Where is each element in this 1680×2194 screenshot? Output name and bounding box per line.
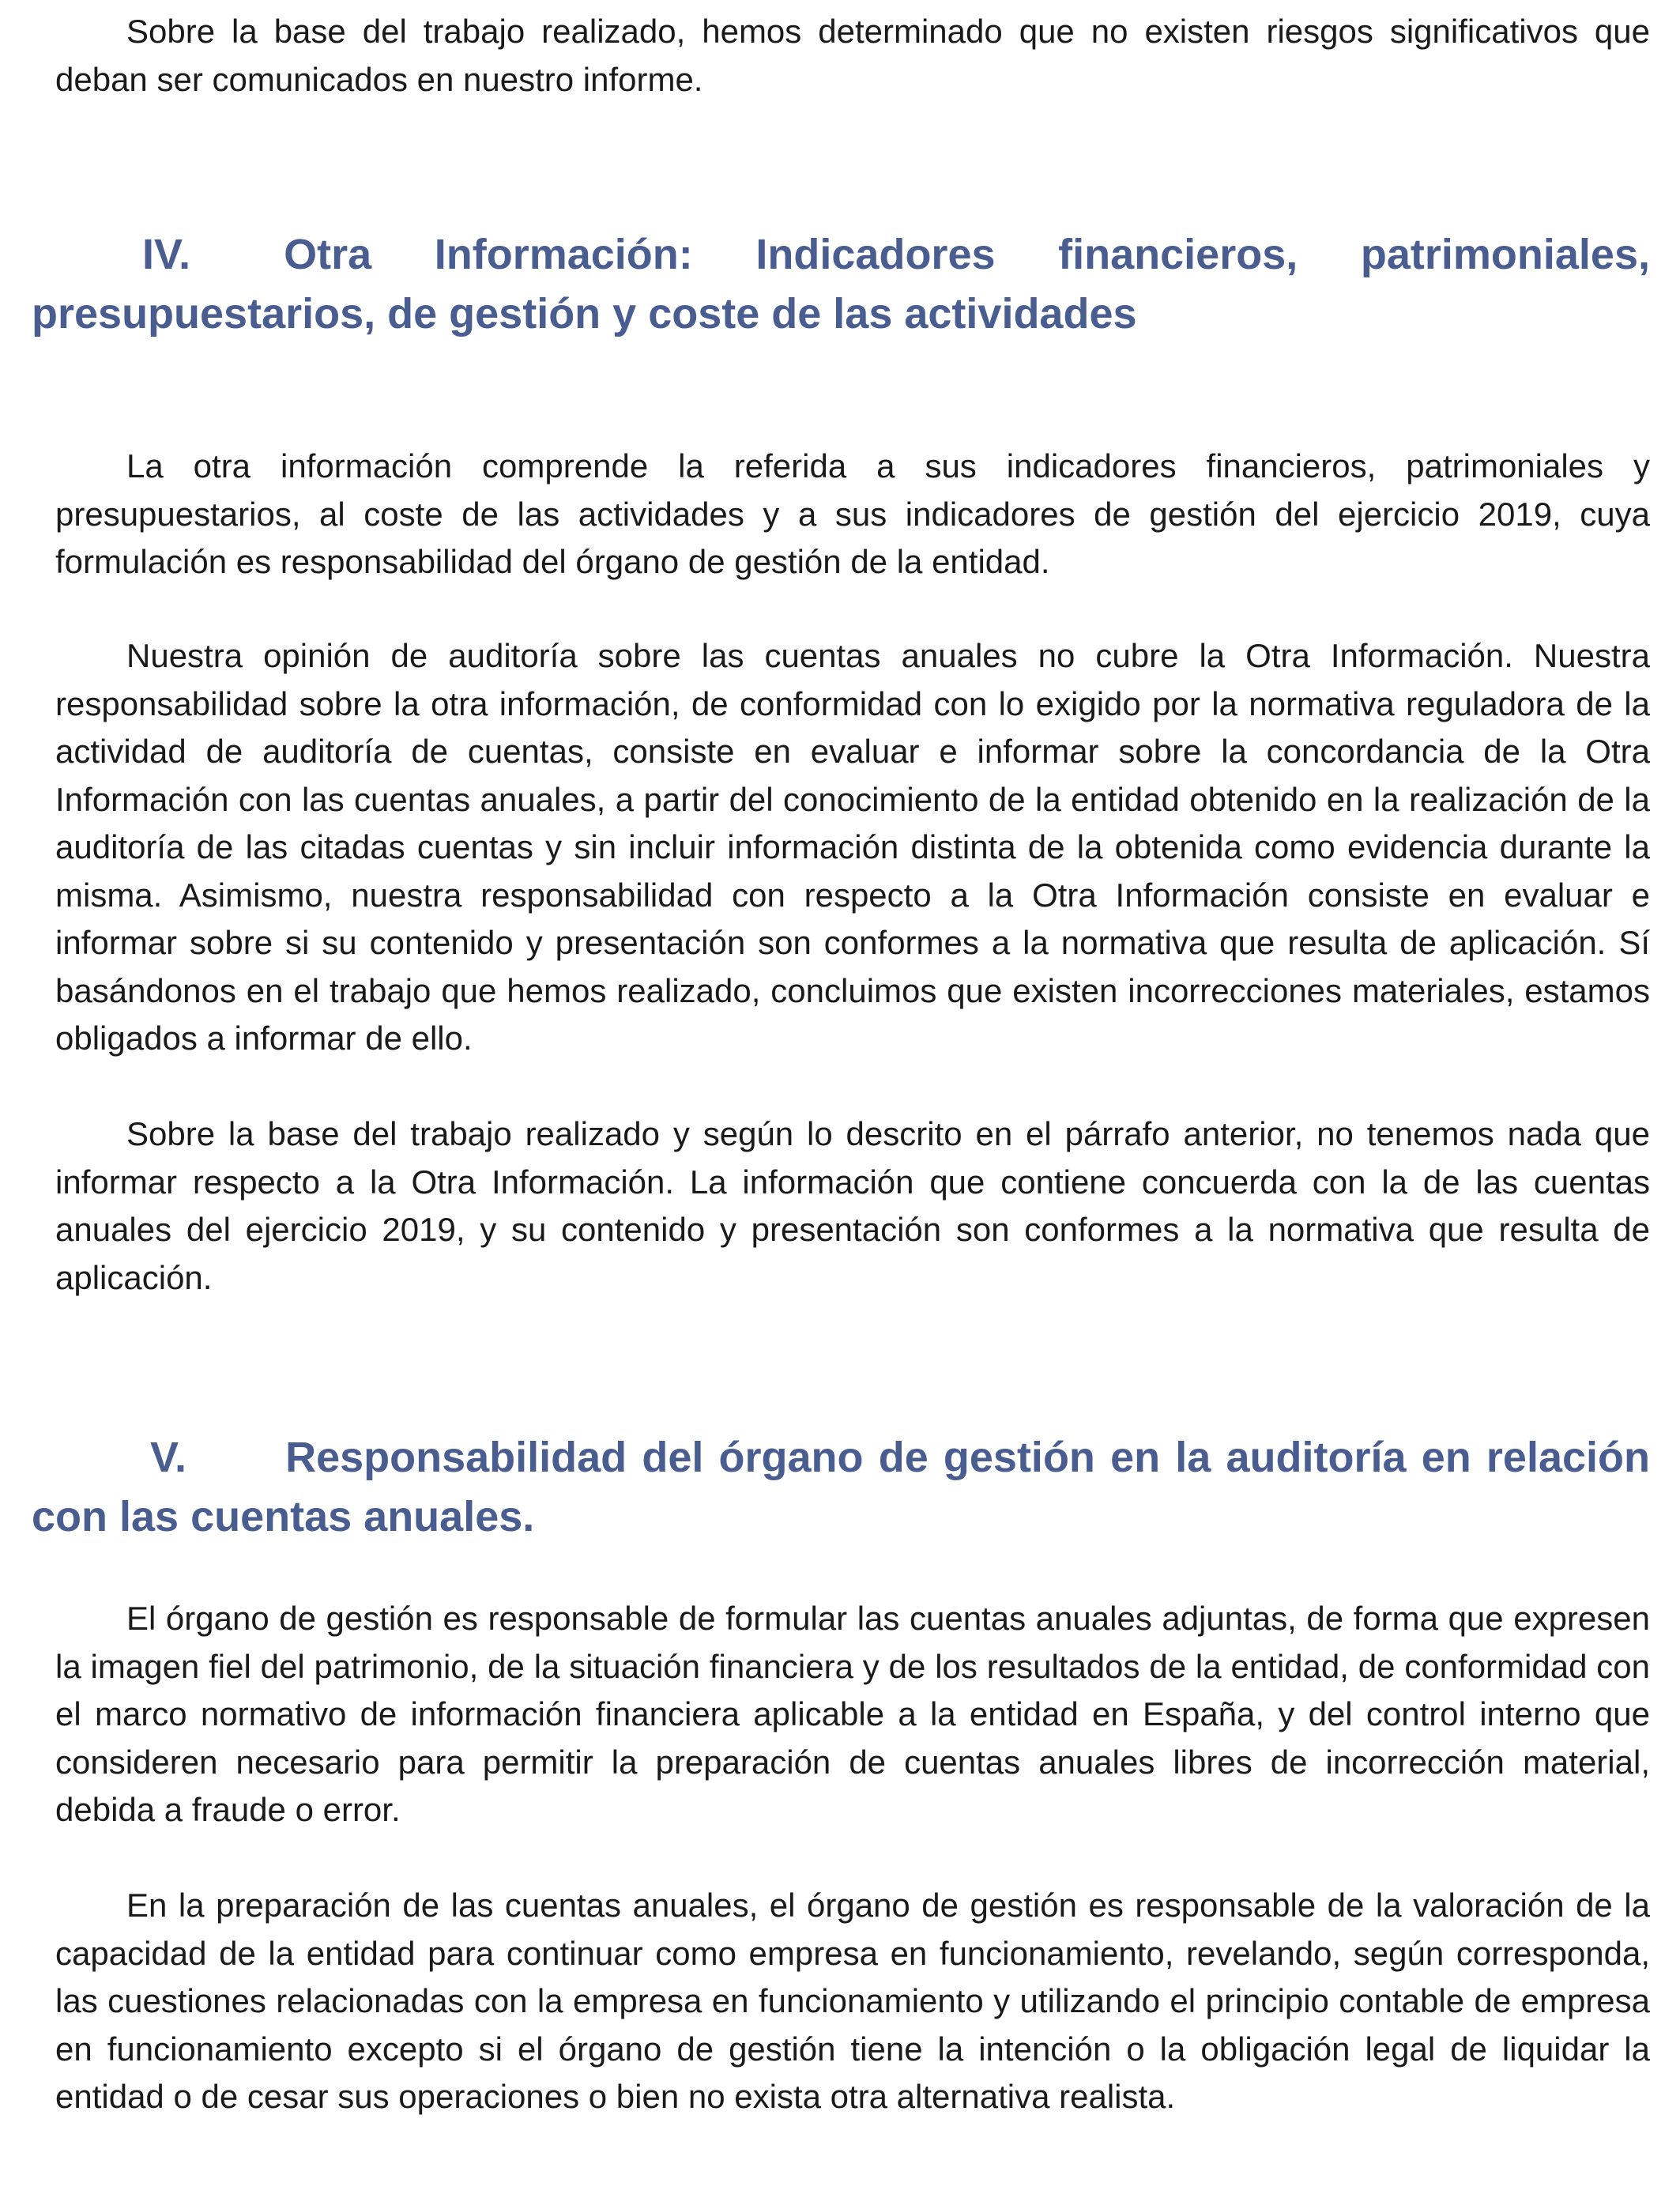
section-v-paragraph-2: En la preparación de las cuentas anuales, el órgano de gestión es responsable de la valoración de la capacidad de la entidad para continuar como empresa en funcionamiento, revelando, según corresponda, las cuestiones relacionadas con la empresa en funcionamiento y utilizando el principio contable de empresa en funcionamiento excepto si el órgano de gestión tiene la intención o la obligación legal de liquidar la entidad o de cesar sus operaciones o bien no exista otra alternativa realista. xyxy=(55,1887,1650,2115)
section-iv-number: IV. xyxy=(142,231,191,278)
section-iv-title: Otra Información: Indicadores financieros, patrimoniales, presupuestarios, de gestión y coste de las actividades xyxy=(32,231,1650,337)
section-iv-paragraph-2: Nuestra opinión de auditoría sobre las cuentas anuales no cubre la Otra Información. Nuestra responsabilidad sobre la otra información, de conformidad con lo exigido por la normativa reguladora de la actividad de auditoría de cuentas, consiste en evaluar e informar sobre la concordancia de la Otra Información con las cuentas anuales, a partir del conocimiento de la entidad obtenido en la realización de la auditoría de las citadas cuentas y sin incluir información distinta de la obtenida como evidencia durante la misma. Asimismo, nuestra responsabilidad con respecto a la Otra Información consiste en evaluar e informar sobre si su contenido y presentación son conformes a la normativa que resulta de aplicación. Sí basándonos en el trabajo que hemos realizado, concluimos que existen incorrecciones materiales, estamos obligados a informar de ello. xyxy=(55,637,1650,1057)
section-v-heading xyxy=(32,1428,1650,1547)
section-iv-heading xyxy=(32,225,1650,344)
section-v-number: V. xyxy=(150,1434,187,1481)
section-iv-paragraph-3: Sobre la base del trabajo realizado y según lo descrito en el párrafo anterior, no tenemos nada que informar respecto a la Otra Información. La información que contiene concuerda con la de las cuentas anuales del ejercicio 2019, y su contenido y presentación son conformes a la normativa que resulta de aplicación. xyxy=(55,1115,1650,1296)
section-v-title: Responsabilidad del órgano de gestión en la auditoría en relación con las cuentas anuales. xyxy=(32,1434,1650,1540)
section-v-paragraph-1: El órgano de gestión es responsable de formular las cuentas anuales adjuntas, de forma que expresen la imagen fiel del patrimonio, de la situación financiera y de los resultados de la entidad, de conformidad con el marco normativo de información financiera aplicable a la entidad en España, y del control interno que consideren necesario para permitir la preparación de cuentas anuales libres de incorrección material, debida a fraude o error. xyxy=(55,1600,1650,1828)
section-iv-paragraph-1: La otra información comprende la referida a sus indicadores financieros, patrimoniales y presupuestarios, al coste de las actividades y a sus indicadores de gestión del ejercicio 2019, cuya formulación es responsabilidad del órgano de gestión de la entidad. xyxy=(55,447,1650,580)
intro-paragraph: Sobre la base del trabajo realizado, hemos determinado que no existen riesgos significativos que deban ser comunicados en nuestro informe. xyxy=(55,13,1650,98)
